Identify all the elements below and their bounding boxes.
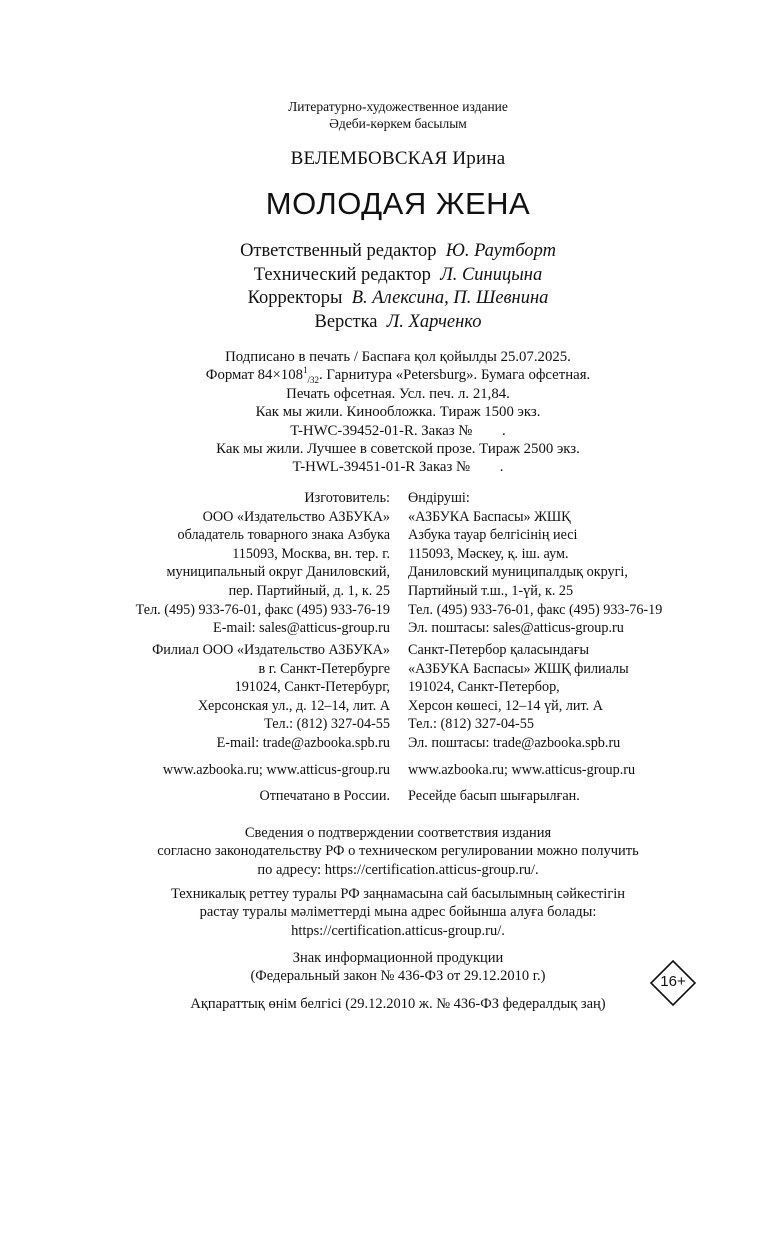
manufacturer-kz-line: Партийный т.ш., 1-үй, к. 25 [408,582,574,599]
info-product-sign-kz: Ақпараттық өнім белгісі (29.12.2010 ж. № 436-ФЗ федералдық заң) [190,996,606,1012]
print-code-2: T-HWL-39451-01-R Заказ № . [292,459,504,476]
author-name: ВЕЛЕМБОВСКАЯ Ирина [290,148,506,169]
format-post: . Гарнитура «Petersburg». Бумага офсетная. [319,367,591,384]
branch-ru-line: Филиал ООО «Издательство АЗБУКА» [152,642,390,658]
branch-ru-line: 191024, Санкт-Петербург, [234,679,390,696]
print-signed: Подписано в печать / Баспаға қол қойылды 25.07.2025. [225,349,571,365]
manufacturer-kz-line: 115093, Мәскеу, қ. іш. аум. [408,545,569,562]
sign-ru-line: (Федеральный закон № 436-ФЗ от 29.12.2010 г.) [250,968,546,985]
manufacturer-ru [136,489,390,638]
manufacturer-ru-line: 115093, Москва, вн. тер. г. [232,545,390,562]
staff-role: Технический редактор [253,264,431,285]
print-format [0,366,768,384]
branch-ru-line: Тел.: (812) 327-04-55 [264,716,390,733]
cert-ru-line: Сведения о подтверждении соответствия издания [244,825,552,841]
format-pre: Формат 84×108 [205,367,303,384]
cert-ru-line: по адресу: https://certification.atticus-group.ru/. [257,861,539,878]
branch-ru-line: Херсонская ул., д. 12–14, лит. А [197,697,390,714]
branch-kz-line: 191024, Санкт-Петербор, [408,679,560,696]
manufacturer-ru-line: E-mail: sales@atticus-group.ru [213,620,390,637]
print-code-1: T-HWC-39452-01-R. Заказ № . [290,422,506,439]
printed-in-kz: Ресейде басып шығарылған. [408,788,580,804]
manufacturer-ru-line: обладатель товарного знака Азбука [177,527,390,544]
branch-kz-line: Санкт-Петербор қаласындағы [408,642,590,658]
certification-ru [0,824,768,879]
cert-kz-line: Техникалық реттеу туралы РФ заңнамасына сай басылымның сәйкестігін [170,886,626,902]
print-series-1: Как мы жили. Кинообложка. Тираж 1500 экз. [255,404,541,421]
manufacturer-kz-line: Азбука тауар белгісінің иесі [408,527,578,544]
branch-kz [408,641,629,753]
staff-name: Л. Харченко [386,311,482,332]
genre-ru: Литературно-художественное издание [288,99,508,114]
staff-line [0,264,768,288]
genre-block [0,98,768,132]
website-ru: www.azbooka.ru; www.atticus-group.ru [162,762,390,778]
genre-kz: Әдеби-көркем басылым [329,116,467,131]
manufacturer-kz-line: Даниловский муниципалдық округі, [408,564,628,581]
format-sup: 1 [303,365,308,376]
branch-ru-line: E-mail: trade@azbooka.spb.ru [216,734,390,751]
printed-in-ru: Отпечатано в России. [259,788,390,804]
age-rating-label: 16+ [660,973,686,990]
staff-role: Корректоры [247,288,343,309]
website-kz: www.azbooka.ru; www.atticus-group.ru [408,762,636,778]
branch-ru-line: в г. Санкт-Петербурге [258,660,390,677]
cert-kz-line: https://certification.atticus-group.ru/. [291,922,505,939]
manufacturer-kz-line: Эл. поштасы: sales@atticus-group.ru [408,620,624,637]
print-series-2: Как мы жили. Лучшее в советской прозе. Тираж 2500 экз. [216,441,580,458]
book-title: МОЛОДАЯ ЖЕНА [265,186,531,221]
manufacturer-kz-line: Тел. (495) 933-76-01, факс (495) 933-76-19 [408,601,663,618]
branch-kz-line: Тел.: (812) 327-04-55 [408,716,534,733]
manufacturer-kz [408,489,662,638]
manufacturer-ru-line: Тел. (495) 933-76-01, факс (495) 933-76-19 [135,601,390,618]
staff-role: Верстка [314,311,378,332]
sign-ru-line: Знак информационной продукции [292,950,504,966]
staff-line [0,287,768,311]
staff-name: Ю. Раутборт [445,241,556,261]
branch-kz-line: Эл. поштасы: trade@azbooka.spb.ru [408,734,621,751]
staff-name: Л. Синицына [440,264,543,285]
staff-line [0,311,768,335]
format-sub: /32 [307,375,320,386]
branch-kz-line: Херсон көшесі, 12–14 үй, лит. А [408,697,604,714]
staff-line [0,240,768,264]
cert-ru-line: согласно законодательству РФ о техническом регулировании можно получить [157,843,639,860]
staff-role: Ответственный редактор [240,241,437,261]
manufacturer-kz-line: «АЗБУКА Баспасы» ЖШҚ [408,508,571,525]
manufacturer-ru-line: пер. Партийный, д. 1, к. 25 [228,582,390,599]
branch-ru [152,641,390,753]
cert-kz-line: растау туралы мәліметтерді мына адрес бойынша алуға болады: [199,904,597,921]
print-details [0,348,768,477]
print-offset: Печать офсетная. Усл. печ. л. 21,84. [286,385,510,402]
manufacturer-ru-line: ООО «Издательство АЗБУКА» [202,508,390,525]
age-rating-badge [650,960,696,1006]
editorial-staff [0,240,768,334]
manufacturer-kz-line: Өндіруші: [408,490,470,506]
staff-name: В. Алексина, П. Шевнина [351,288,549,309]
certification-kz [0,885,768,940]
manufacturer-ru-line: муниципальный округ Даниловский, [166,564,390,581]
manufacturer-ru-line: Изготовитель: [304,490,390,506]
branch-kz-line: «АЗБУКА Баспасы» ЖШҚ филиалы [408,660,629,677]
